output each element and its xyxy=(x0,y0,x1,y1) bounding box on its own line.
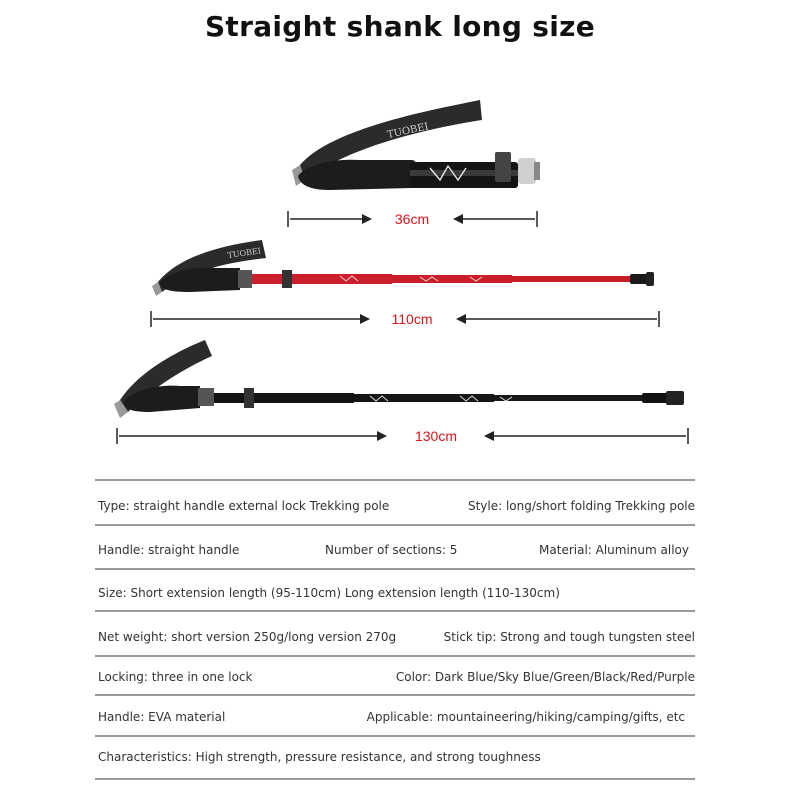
spec-handle: Handle: straight handle xyxy=(98,543,240,557)
length-label-110: 110cm xyxy=(391,311,433,327)
spec-type: Type: straight handle external lock Trekking pole xyxy=(98,499,390,513)
length-label-36: 36cm xyxy=(394,211,430,227)
measure-130 xyxy=(117,428,688,444)
divider xyxy=(95,479,695,481)
spec-row xyxy=(95,535,695,565)
spec-stick-tip: Stick tip: Strong and tough tungsten steel xyxy=(443,630,695,644)
tip-cap xyxy=(642,393,668,403)
spec-applicable: Applicable: mountaineering/hiking/camping/gifts, etc xyxy=(366,710,685,724)
lock-clip xyxy=(495,152,511,182)
divider xyxy=(95,778,695,780)
measure-36 xyxy=(288,211,537,227)
pole-shaft xyxy=(214,393,354,403)
divider xyxy=(95,694,695,696)
divider xyxy=(95,735,695,737)
spec-row xyxy=(95,702,695,732)
measure-110 xyxy=(151,311,659,327)
spec-characteristics: Characteristics: High strength, pressure resistance, and strong toughness xyxy=(98,750,541,764)
length-label-130: 130cm xyxy=(414,428,458,444)
divider xyxy=(95,568,695,570)
pole-folded xyxy=(292,100,540,190)
pole-red-110 xyxy=(152,240,654,296)
spec-row xyxy=(95,622,695,652)
spec-row xyxy=(95,662,695,692)
pole-shaft xyxy=(252,274,392,284)
spec-row xyxy=(95,578,695,608)
page-title: Straight shank long size xyxy=(204,10,596,43)
spec-handle-material: Handle: EVA material xyxy=(98,710,226,724)
spec-sections: Number of sections: 5 xyxy=(325,543,458,557)
divider xyxy=(95,655,695,657)
spec-net-weight: Net weight: short version 250g/long version 270g xyxy=(98,630,397,644)
tip-cap xyxy=(518,158,536,184)
spec-locking: Locking: three in one lock xyxy=(98,670,253,684)
spec-row xyxy=(95,742,695,772)
strap-brand-text: TUOBEI xyxy=(227,246,262,260)
spec-color: Color: Dark Blue/Sky Blue/Green/Black/Red/Purple xyxy=(395,670,695,684)
strap-brand-text: TUOBEI xyxy=(386,121,430,141)
pole-black-130 xyxy=(114,340,684,418)
spec-style: Style: long/short folding Trekking pole xyxy=(467,499,695,513)
divider xyxy=(95,610,695,612)
spec-material: Material: Aluminum alloy xyxy=(539,543,689,557)
spec-size: Size: Short extension length (95-110cm) Long extension length (110-130cm) xyxy=(98,586,560,600)
divider xyxy=(95,524,695,526)
spec-row xyxy=(95,491,695,521)
